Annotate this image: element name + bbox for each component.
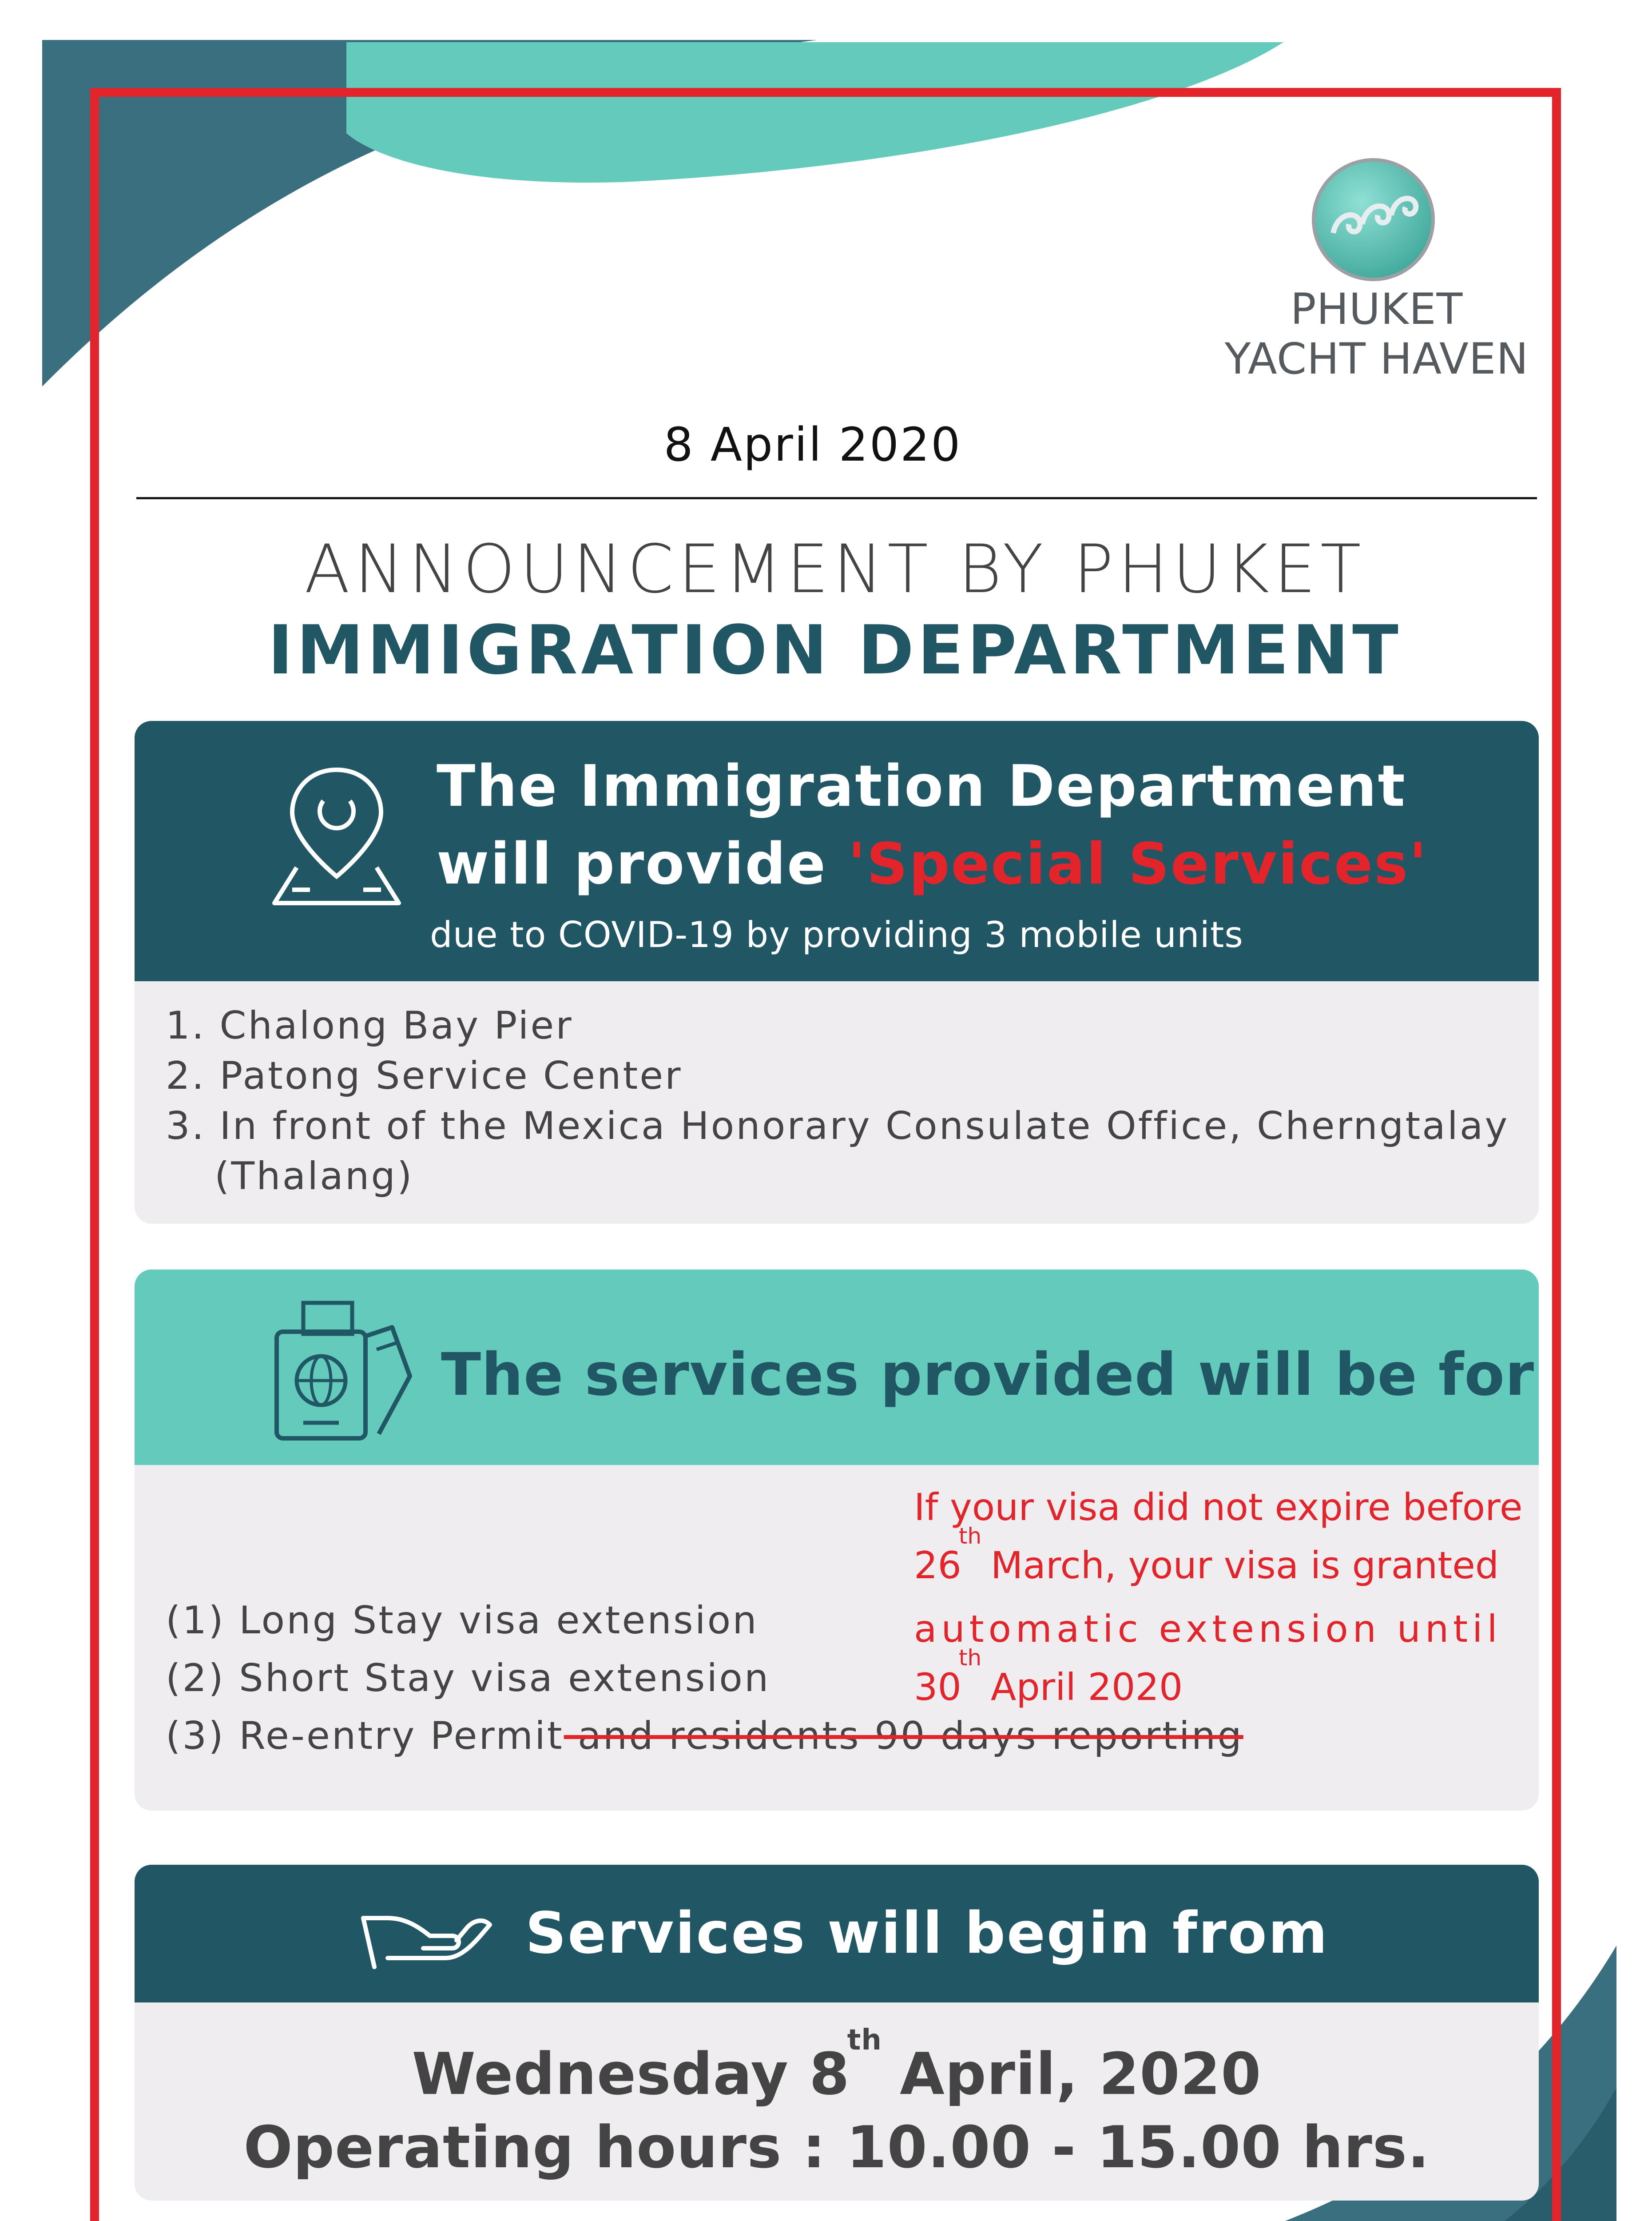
ordinal-suffix: th	[958, 1523, 982, 1549]
list-number: 1.	[166, 1003, 206, 1048]
note-text: March, your visa is granted	[979, 1544, 1499, 1587]
date-rest: April, 2020	[879, 2040, 1262, 2108]
passport-tickets-icon	[263, 1296, 414, 1443]
section-2-body	[135, 1465, 1539, 1811]
section-2-header	[135, 1270, 1539, 1465]
note-line-4	[914, 1645, 1536, 1722]
special-services-highlight: 'Special Services'	[848, 831, 1428, 897]
logo-text	[1199, 284, 1554, 384]
ordinal-suffix: th	[847, 2024, 882, 2057]
service-start-date	[135, 2024, 1539, 2108]
list-item-continuation: (Thalang)	[214, 1154, 414, 1198]
visa-expiry-note	[914, 1478, 1536, 1722]
list-text: Chalong Bay Pier	[219, 1003, 573, 1048]
service-item: (2) Short Stay visa extension	[166, 1656, 770, 1700]
open-hand-icon	[357, 1900, 494, 1976]
section-services-begin	[135, 1865, 1539, 2201]
list-number: 3.	[166, 1104, 206, 1148]
list-text: In front of the Mexica Honorary Consulate Office, Cherngtalay	[219, 1104, 1509, 1148]
section-1-body	[135, 981, 1539, 1224]
note-text: April 2020	[979, 1665, 1183, 1709]
section-1-heading-line-1: The Immigration Department	[437, 753, 1406, 820]
logo-line-2: YACHT HAVEN	[1224, 334, 1529, 384]
page-title-line-1: ANNOUNCEMENT BY PHUKET	[304, 531, 1366, 608]
list-item	[166, 1054, 683, 1098]
reentry-permit-text: (3) Re-entry Permit	[166, 1714, 564, 1758]
list-text: Patong Service Center	[219, 1054, 683, 1098]
divider	[136, 497, 1537, 499]
note-day: 26	[914, 1544, 961, 1587]
page-title-line-2: IMMIGRATION DEPARTMENT	[268, 611, 1402, 689]
date-prefix: Wednesday 8	[412, 2040, 850, 2108]
section-3-heading: Services will begin from	[525, 1900, 1329, 1966]
service-item: (1) Long Stay visa extension	[166, 1598, 758, 1643]
note-line-3: automatic extension until	[914, 1607, 1502, 1651]
section-1-heading-line-2	[437, 825, 1525, 903]
note-line-2	[914, 1523, 1536, 1600]
struck-through-text: and residents 90 days reporting	[564, 1714, 1243, 1758]
section-3-body	[135, 2002, 1539, 2201]
location-pin-map-icon	[266, 761, 408, 912]
phuket-yacht-haven-logo-icon	[1311, 157, 1436, 282]
section-special-services	[135, 721, 1539, 1224]
section-services-provided	[135, 1270, 1539, 1811]
section-3-header	[135, 1865, 1539, 2002]
heading-prefix: will provide	[437, 831, 848, 897]
section-1-subheading: due to COVID-19 by providing 3 mobile units	[430, 914, 1243, 955]
note-line-1: If your visa did not expire before	[914, 1485, 1523, 1529]
announcement-date: 8 April 2020	[663, 418, 962, 472]
logo-line-1: PHUKET	[1290, 284, 1463, 334]
list-item	[166, 1003, 573, 1048]
list-item	[166, 1104, 1509, 1148]
ordinal-suffix: th	[958, 1645, 982, 1671]
note-day: 30	[914, 1665, 961, 1709]
operating-hours: Operating hours : 10.00 - 15.00 hrs.	[243, 2114, 1430, 2181]
list-number: 2.	[166, 1054, 206, 1098]
section-1-heading	[437, 748, 1525, 903]
section-1-header	[135, 721, 1539, 981]
section-2-heading: The services provided will be for	[441, 1341, 1535, 1409]
